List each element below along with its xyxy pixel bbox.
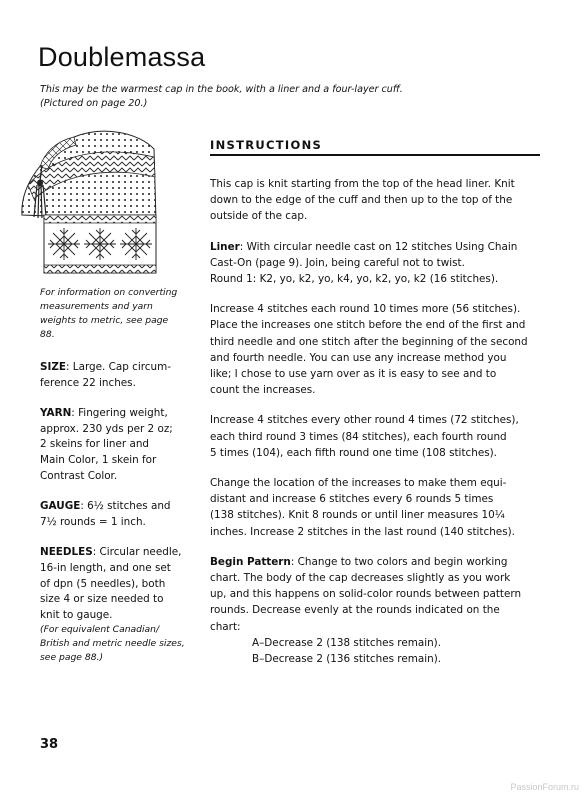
sidebar <box>40 286 185 665</box>
change-location-paragraph: Change the location of the increases to make them equi- distant and increase 6 stitches every 6 rounds 5 times (138 stitches). Knit 8 rounds or until liner measures 10¼ inches. Increase 2 stitches in the last round (140 stitches). <box>210 477 515 538</box>
page-number: 38 <box>40 737 59 752</box>
decrease-a: A–Decrease 2 (138 stitches remain). <box>252 636 442 649</box>
begin-pattern-paragraph: Begin Pattern: Change to two colors and begin working chart. The body of the cap decreases slightly as you work up, and this happens on solid-color rounds between pattern rounds. Decrease evenly at the rounds indicated on the chart: A–Decrease 2 (138 stitches remain). B–Decrease 2 (136 stitches remain). <box>210 554 540 667</box>
decrease-b: B–Decrease 2 (136 stitches remain). <box>252 653 442 666</box>
liner-paragraph: Liner: With circular needle cast on 12 stitches Using Chain Cast-On (page 9). Join, being careful not to twist. Round 1: K2, yo, k2, yo, k4, yo, k2, yo, k2 (16 stitches). <box>210 240 518 286</box>
instructions-body <box>210 176 540 667</box>
yarn-spec: YARN: Fingering weight, approx. 230 yds per 2 oz; 2 skeins for liner and Main Color, 1 skein for Contrast Color. <box>40 407 173 482</box>
size-spec: SIZE: Large. Cap circum- ference 22 inches. <box>40 361 171 389</box>
heading-rule <box>210 154 540 156</box>
intro-paragraph: This cap is knit starting from the top of the head liner. Knit down to the edge of the cuff and then up to the top of the outside of the cap. <box>210 178 515 223</box>
page-title: Doublemassa <box>38 42 206 72</box>
watermark: PassionForum.ru <box>510 782 579 792</box>
gauge-spec: GAUGE: 6½ stitches and 7½ rounds = 1 inch. <box>40 500 171 528</box>
needles-note: (For equivalent Canadian/ British and metric needle sizes, see page 88.) <box>40 624 185 664</box>
conversion-note: For information on converting measurements and yarn weights to metric, see page 88. <box>40 287 178 340</box>
stocking-cap-illustration <box>14 125 174 275</box>
needles-spec: NEEDLES: Circular needle, 16-in length, and one set of dpn (5 needles), both size 4 or size needed to knit to gauge. (For equivalent Canadian/ British and metric needle sizes, see page 88.) <box>40 546 185 664</box>
increase-paragraph: Increase 4 stitches each round 10 times more (56 stitches). Place the increases one stitch before the end of the first and third needle and one stitch after the beginning of the second and fourth needle. You can use any increase method you like; I chose to use yarn over as it is easy to see and to count the increases. <box>210 303 528 397</box>
instructions-heading: INSTRUCTIONS <box>210 138 323 152</box>
every-other-paragraph: Increase 4 stitches every other round 4 times (72 stitches), each third round 3 times (84 stitches), each fourth round 5 times (104), each fifth round one time (108 stitches). <box>210 414 519 459</box>
subtitle-line: (Pictured on page 20.) <box>40 98 148 109</box>
subtitle <box>40 83 440 111</box>
subtitle-line: This may be the warmest cap in the book, with a liner and a four-layer cuff. <box>40 84 403 95</box>
